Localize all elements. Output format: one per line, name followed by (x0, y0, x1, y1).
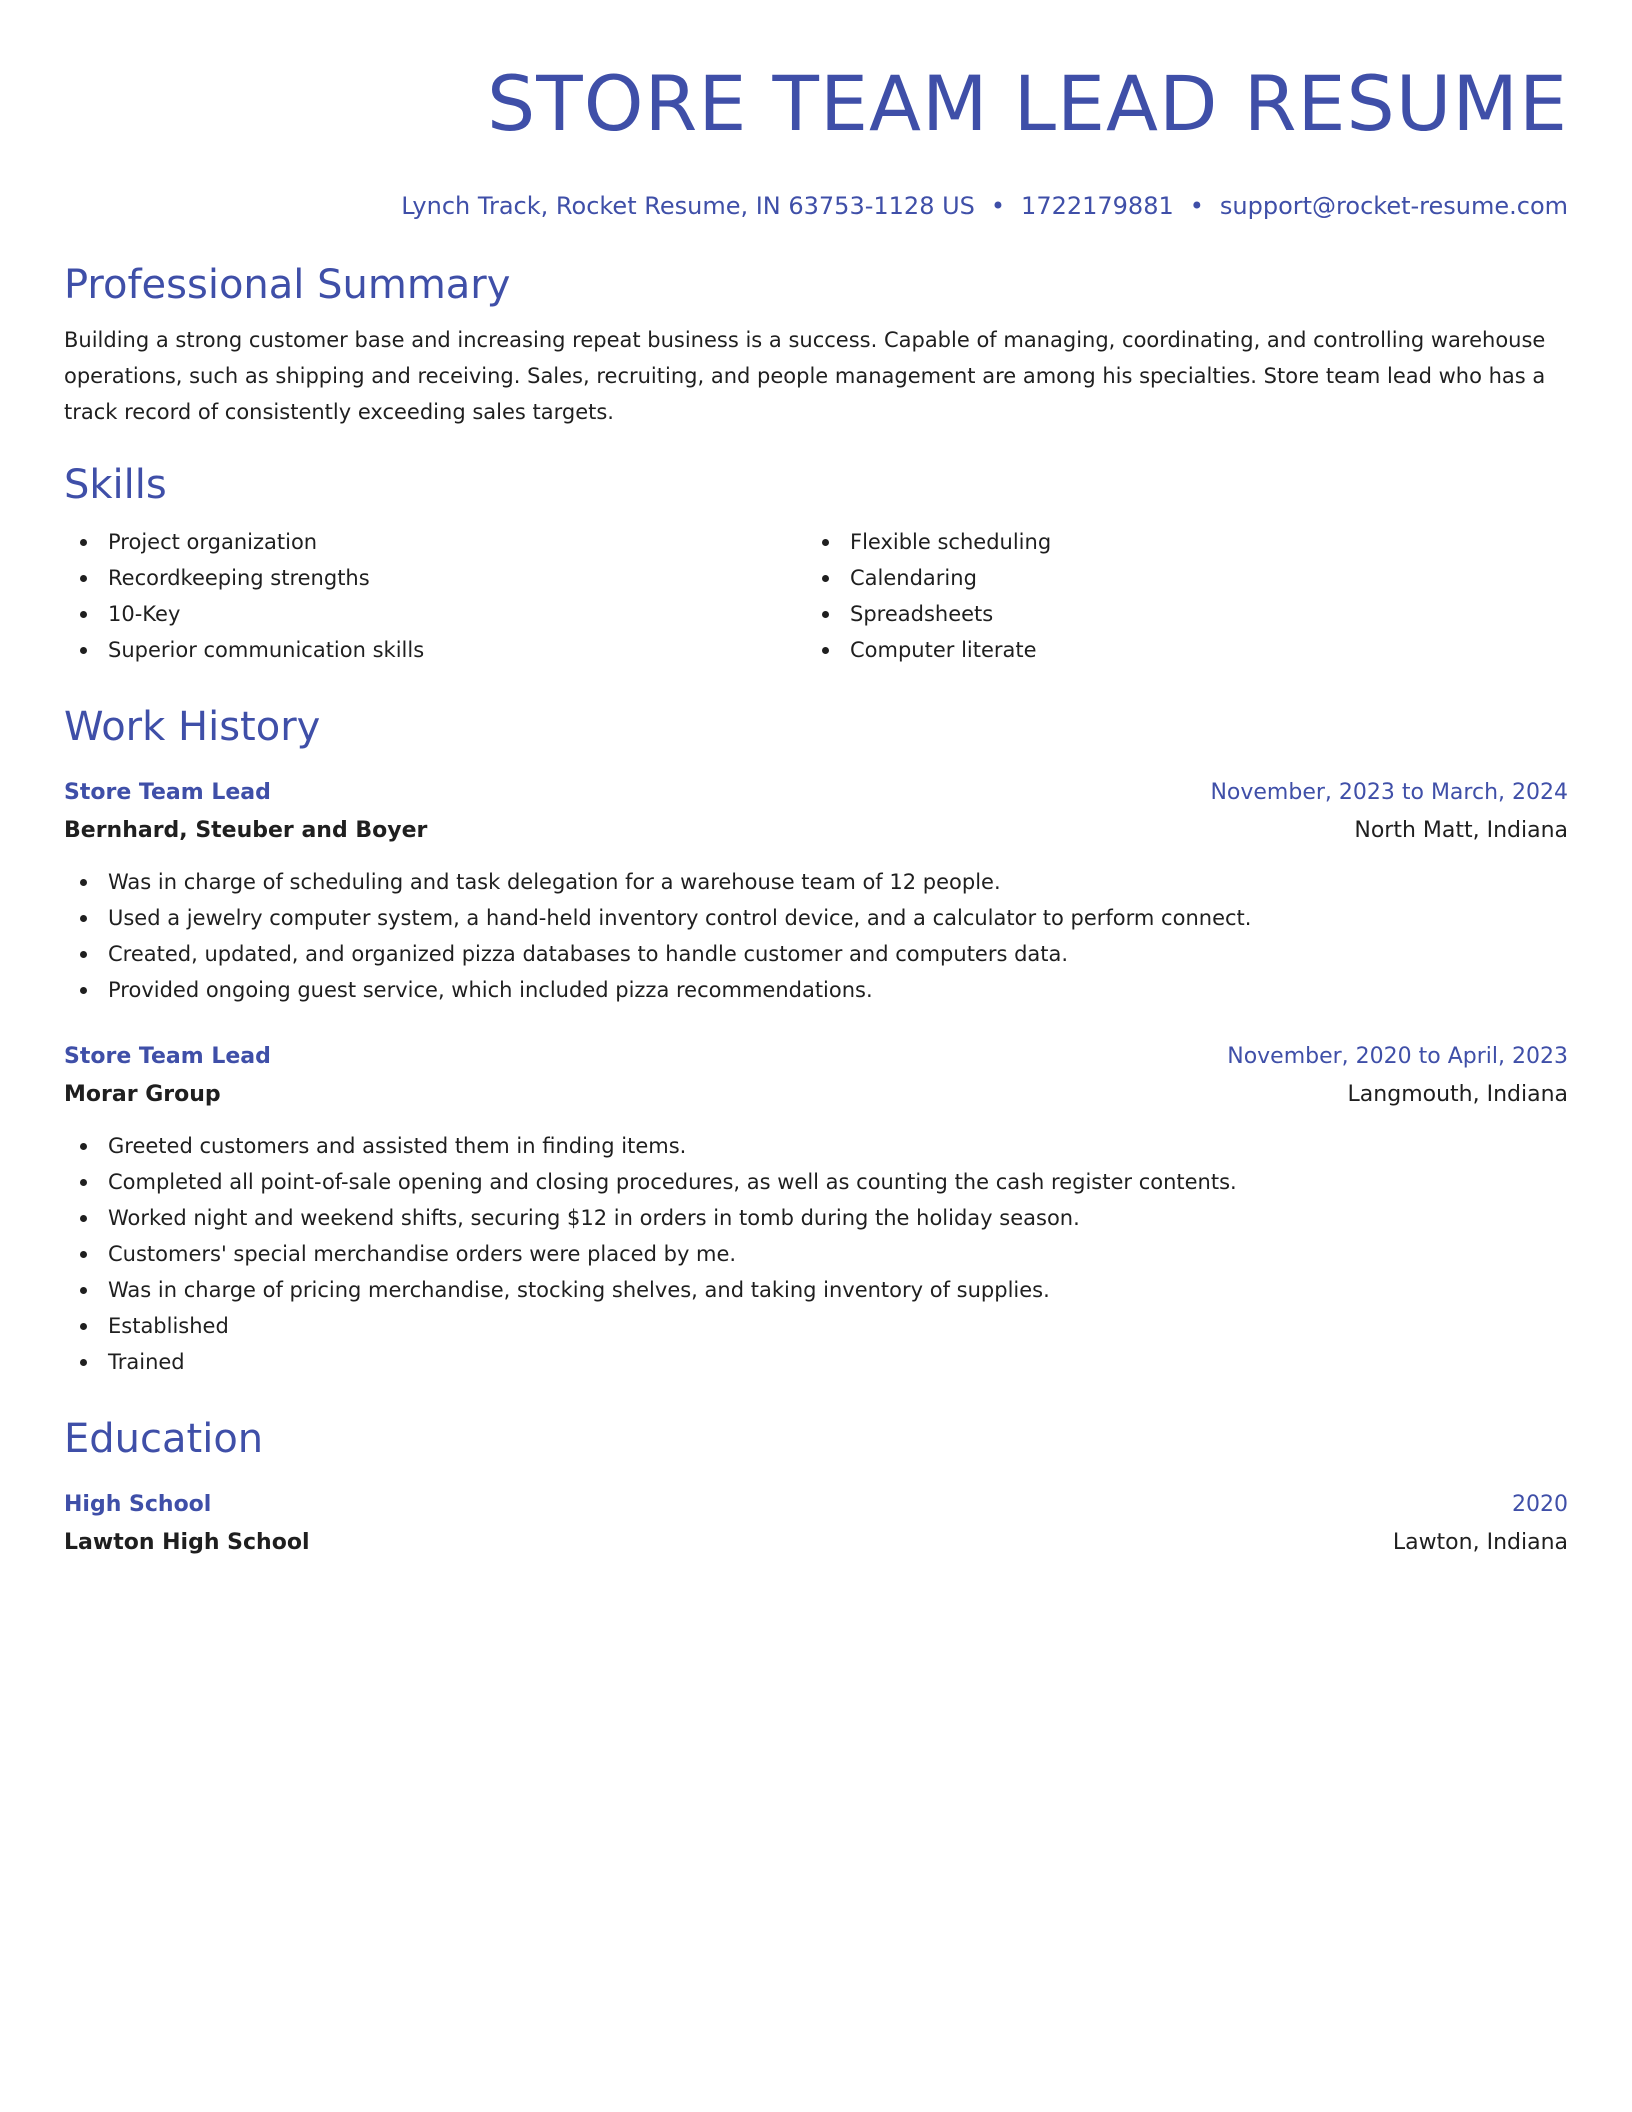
job-duties (64, 1128, 1568, 1380)
skill-item: Recordkeeping strengths (64, 560, 806, 596)
job-duty: Was in charge of scheduling and task delegation for a warehouse team of 12 people. (64, 864, 1568, 900)
education-school-row (64, 1524, 1568, 1562)
summary-text: Building a strong customer base and increasing repeat business is a success. Capable of managing, coordinating, and controlling warehouse operations, such as shipping and receiving. Sales, recruiting, and people management are among his specialties. Store team lead who has a track record of consistently exceeding sales targets. (64, 328, 1546, 424)
skill-item: Superior communication skills (64, 632, 806, 668)
job-company-row (64, 1076, 1568, 1114)
job-title-row (64, 774, 1568, 812)
resume-page (64, 0, 1568, 1562)
skill-item: Project organization (64, 524, 806, 560)
contact-email: support@rocket-resume.com (1219, 192, 1568, 220)
job-duties (64, 864, 1568, 1008)
job-company-row (64, 812, 1568, 850)
skills-column-right (806, 524, 1548, 668)
job-location: North Matt, Indiana (1354, 818, 1568, 843)
education-school: Lawton High School (64, 1530, 310, 1555)
job-title-row (64, 1038, 1568, 1076)
job-title: Store Team Lead (64, 780, 271, 805)
contact-line (64, 190, 1568, 222)
job-duty: Greeted customers and assisted them in finding items. (64, 1128, 1568, 1164)
job-duty: Worked night and weekend shifts, securing $12 in orders in tomb during the holiday season. (64, 1200, 1568, 1236)
job-duty: Used a jewelry computer system, a hand-held inventory control device, and a calculator to perform connect. (64, 900, 1568, 936)
skill-item: Computer literate (806, 632, 1548, 668)
contact-separator: • (1189, 192, 1204, 220)
skill-item: Calendaring (806, 560, 1548, 596)
skill-item: 10-Key (64, 596, 806, 632)
job-dates: November, 2023 to March, 2024 (1210, 780, 1568, 805)
skills-heading: Skills (64, 462, 167, 508)
job-duty: Customers' special merchandise orders were placed by me. (64, 1236, 1568, 1272)
job-duty: Trained (64, 1344, 1568, 1380)
job-title: Store Team Lead (64, 1044, 271, 1069)
education-year: 2020 (1512, 1492, 1568, 1517)
education-entry (64, 1486, 1568, 1562)
job-company: Morar Group (64, 1082, 221, 1107)
education-location: Lawton, Indiana (1392, 1530, 1568, 1555)
job-duty: Provided ongoing guest service, which included pizza recommendations. (64, 972, 1568, 1008)
job-duty: Established (64, 1308, 1568, 1344)
skills-grid (64, 524, 1568, 668)
resume-title: STORE TEAM LEAD RESUME (487, 59, 1568, 148)
skills-column-left (64, 524, 806, 668)
education-degree: High School (64, 1492, 212, 1517)
job-duty: Was in charge of pricing merchandise, stocking shelves, and taking inventory of supplies. (64, 1272, 1568, 1308)
job-dates: November, 2020 to April, 2023 (1227, 1044, 1568, 1069)
contact-address: Lynch Track, Rocket Resume, IN 63753-1128 US (401, 192, 975, 220)
education-degree-row (64, 1486, 1568, 1524)
job-duty: Created, updated, and organized pizza databases to handle customer and computers data. (64, 936, 1568, 972)
job-entry (64, 774, 1568, 1008)
job-company: Bernhard, Steuber and Boyer (64, 818, 428, 843)
work-history-heading: Work History (64, 704, 321, 750)
skill-item: Spreadsheets (806, 596, 1548, 632)
summary-heading: Professional Summary (64, 262, 511, 308)
contact-phone: 1722179881 (1021, 192, 1174, 220)
contact-separator: • (990, 192, 1006, 220)
job-duty: Completed all point-of-sale opening and closing procedures, as well as counting the cash register contents. (64, 1164, 1568, 1200)
job-entry (64, 1038, 1568, 1380)
skill-item: Flexible scheduling (806, 524, 1548, 560)
education-heading: Education (64, 1416, 264, 1462)
job-location: Langmouth, Indiana (1347, 1082, 1568, 1107)
